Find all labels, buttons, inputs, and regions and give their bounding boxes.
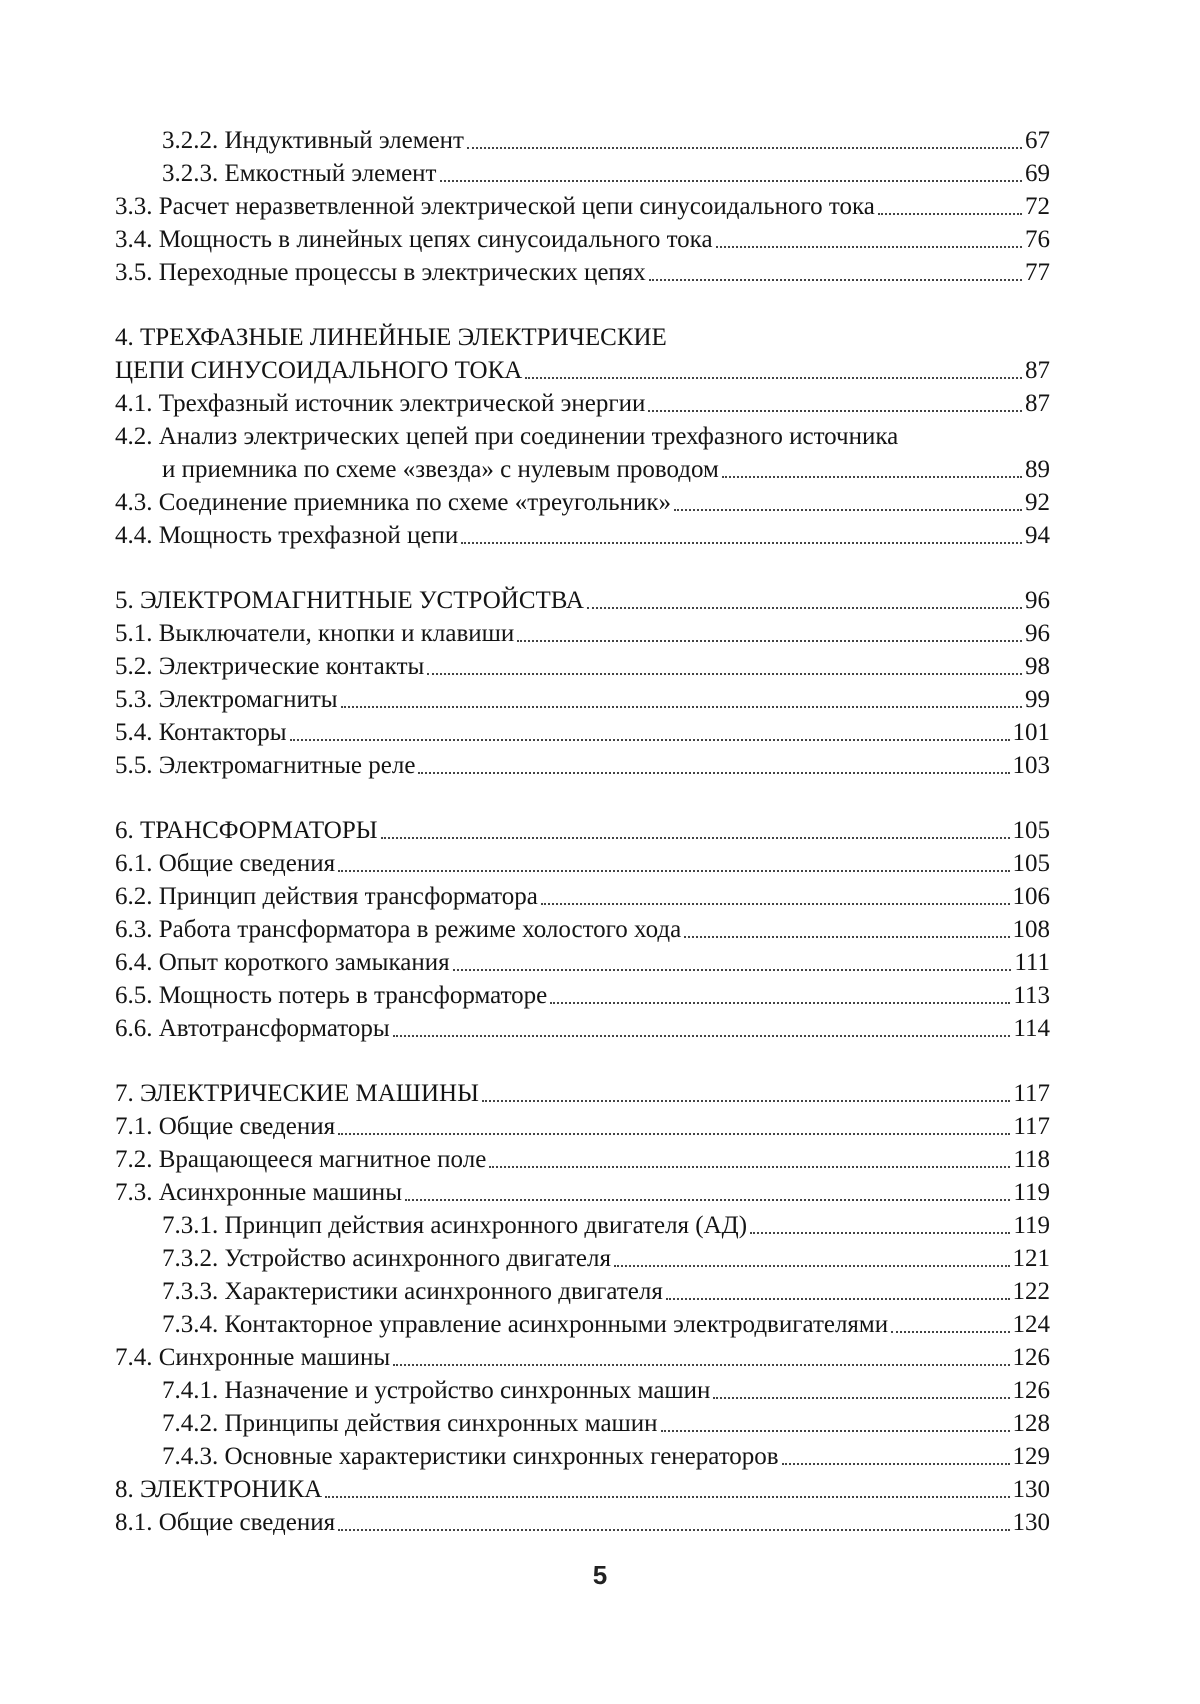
dot-leader — [722, 476, 1022, 478]
toc-entry — [115, 649, 1050, 682]
toc-entry-page: 72 — [1025, 193, 1050, 220]
toc-entry-page: 105 — [1012, 817, 1050, 844]
dot-leader — [782, 1463, 1010, 1465]
toc-chapter-heading — [115, 583, 1050, 616]
toc-entry — [115, 682, 1050, 715]
toc-entry-title: ЦЕПИ СИНУСОИДАЛЬНОГО ТОКА — [115, 357, 523, 384]
toc-entry-page: 103 — [1012, 752, 1050, 779]
toc-entry-title: 4. ТРЕХФАЗНЫЕ ЛИНЕЙНЫЕ ЭЛЕКТРИЧЕСКИЕ — [115, 324, 667, 351]
toc-entry — [115, 1439, 1050, 1472]
dot-leader — [550, 1002, 1010, 1004]
dot-leader — [453, 969, 1012, 971]
toc-entry — [115, 518, 1050, 551]
toc-entry-title: 8. ЭЛЕКТРОНИКА — [115, 1476, 323, 1503]
toc-entry — [115, 1274, 1050, 1307]
dot-leader — [541, 903, 1010, 905]
toc-entry — [115, 1505, 1050, 1538]
toc-entry-title: 7.4. Синхронные машины — [115, 1344, 391, 1371]
toc-entry-page: 87 — [1025, 357, 1050, 384]
toc-entry-title: 7.3.3. Характеристики асинхронного двигателя — [162, 1278, 663, 1305]
toc-entry-title: 6.1. Общие сведения — [115, 850, 336, 877]
toc-entry-title: 5.4. Контакторы — [115, 719, 287, 746]
toc-entry-page: 119 — [1013, 1179, 1050, 1206]
toc-entry — [115, 616, 1050, 649]
dot-leader — [648, 410, 1022, 412]
dot-leader — [325, 1496, 1009, 1498]
dot-leader — [393, 1364, 1009, 1366]
toc-entry-page: 113 — [1013, 982, 1050, 1009]
toc-entry-title: 5.3. Электромагниты — [115, 686, 338, 713]
dot-leader — [393, 1035, 1011, 1037]
dot-leader — [661, 1430, 1010, 1432]
toc-entry — [115, 156, 1050, 189]
toc-entry-page: 96 — [1025, 587, 1050, 614]
dot-leader — [467, 147, 1022, 149]
toc-entry-page: 117 — [1013, 1080, 1050, 1107]
toc-entry-title: 7. ЭЛЕКТРИЧЕСКИЕ МАШИНЫ — [115, 1080, 479, 1107]
toc-entry-page: 129 — [1012, 1443, 1050, 1470]
dot-leader — [338, 1529, 1009, 1531]
toc-entry — [115, 1011, 1050, 1044]
dot-leader — [891, 1331, 1009, 1333]
dot-leader — [427, 673, 1022, 675]
dot-leader — [674, 509, 1022, 511]
toc-entry-page: 119 — [1013, 1212, 1050, 1239]
dot-leader — [489, 1166, 1010, 1168]
toc-entry — [115, 255, 1050, 288]
page-number: 5 — [592, 1560, 608, 1590]
toc-entry-title: 7.3.1. Принцип действия асинхронного двигателя (АД) — [162, 1212, 748, 1239]
toc-entry-page: 130 — [1012, 1509, 1050, 1536]
toc-entry-title: 5.1. Выключатели, кнопки и клавиши — [115, 620, 515, 647]
toc-entry — [115, 1241, 1050, 1274]
dot-leader — [684, 936, 1009, 938]
toc-entry-page: 117 — [1013, 1113, 1050, 1140]
toc-entry — [115, 1109, 1050, 1142]
toc-entry-title: 4.1. Трехфазный источник электрической энергии — [115, 390, 646, 417]
toc-entry-page: 89 — [1025, 456, 1050, 483]
toc-entry-title: 7.3. Асинхронные машины — [115, 1179, 402, 1206]
toc-entry — [115, 945, 1050, 978]
dot-leader — [418, 772, 1009, 774]
section-gap — [115, 1044, 1050, 1076]
toc-entry-title: 7.4.2. Принципы действия синхронных машин — [162, 1410, 658, 1437]
dot-leader — [878, 213, 1022, 215]
toc-entry-page: 96 — [1025, 620, 1050, 647]
toc-entry-title: и приемника по схеме «звезда» с нулевым проводом — [162, 456, 719, 483]
toc-entry — [115, 123, 1050, 156]
toc-entry-page: 118 — [1013, 1146, 1050, 1173]
toc-entry-title: 6.2. Принцип действия трансформатора — [115, 883, 538, 910]
toc-entry-title: 3.5. Переходные процессы в электрических цепях — [115, 259, 646, 286]
toc-entry-title: 6.5. Мощность потерь в трансформаторе — [115, 982, 548, 1009]
toc-entry-page: 99 — [1025, 686, 1050, 713]
toc-entry-title: 7.3.4. Контакторное управление асинхронными электродвигателями — [162, 1311, 889, 1338]
toc-entry — [115, 1208, 1050, 1241]
toc-entry-title: 4.2. Анализ электрических цепей при соединении трехфазного источника — [115, 423, 899, 450]
dot-leader — [461, 542, 1022, 544]
toc-entry-page: 92 — [1025, 489, 1050, 516]
toc-entry — [115, 419, 1050, 452]
toc-chapter-heading — [115, 353, 1050, 386]
toc-entry-continuation — [115, 452, 1050, 485]
toc-entry-title: 7.2. Вращающееся магнитное поле — [115, 1146, 487, 1173]
toc-entry-title: 3.3. Расчет неразветвленной электрической цепи синусоидального тока — [115, 193, 875, 220]
toc-entry-title: 8.1. Общие сведения — [115, 1509, 336, 1536]
toc-entry — [115, 386, 1050, 419]
toc-entry-page: 94 — [1025, 522, 1050, 549]
toc-entry-page: 101 — [1012, 719, 1050, 746]
toc-entry — [115, 1373, 1050, 1406]
toc-chapter-heading — [115, 1076, 1050, 1109]
section-gap — [115, 288, 1050, 320]
toc-entry-title: 5.2. Электрические контакты — [115, 653, 425, 680]
toc-entry — [115, 1175, 1050, 1208]
toc-entry — [115, 1340, 1050, 1373]
toc-entry-page: 126 — [1012, 1377, 1050, 1404]
dot-leader — [381, 837, 1010, 839]
section-gap — [115, 551, 1050, 583]
toc-entry-title: 5.5. Электромагнитные реле — [115, 752, 416, 779]
dot-leader — [587, 607, 1022, 609]
dot-leader — [649, 279, 1022, 281]
toc-entry-page: 111 — [1014, 949, 1050, 976]
dot-leader — [525, 377, 1022, 379]
toc-chapter-heading — [115, 1472, 1050, 1505]
toc-entry — [115, 485, 1050, 518]
toc-entry-page: 128 — [1012, 1410, 1050, 1437]
toc-entry — [115, 1142, 1050, 1175]
dot-leader — [338, 870, 1009, 872]
toc-entry — [115, 715, 1050, 748]
toc-entry-page: 87 — [1025, 390, 1050, 417]
toc-entry-page: 126 — [1012, 1344, 1050, 1371]
toc-entry-page: 98 — [1025, 653, 1050, 680]
toc-entry — [115, 978, 1050, 1011]
toc-entry-page: 77 — [1025, 259, 1050, 286]
toc-chapter-heading — [115, 813, 1050, 846]
dot-leader — [517, 640, 1022, 642]
toc-entry — [115, 189, 1050, 222]
dot-leader — [716, 246, 1022, 248]
dot-leader — [482, 1100, 1011, 1102]
toc-entry — [115, 1307, 1050, 1340]
toc-entry-page: 122 — [1012, 1278, 1050, 1305]
toc-entry-page: 106 — [1012, 883, 1050, 910]
dot-leader — [666, 1298, 1010, 1300]
toc-entry-title: 6.3. Работа трансформатора в режиме холостого хода — [115, 916, 682, 943]
toc-entry-title: 3.2.3. Емкостный элемент — [162, 160, 437, 187]
toc-entry-title: 7.1. Общие сведения — [115, 1113, 336, 1140]
toc-entry-title: 6.6. Автотрансформаторы — [115, 1015, 390, 1042]
dot-leader — [290, 739, 1010, 741]
toc-entry-page: 67 — [1025, 127, 1050, 154]
toc-entry — [115, 846, 1050, 879]
dot-leader — [614, 1265, 1010, 1267]
dot-leader — [440, 180, 1023, 182]
toc-entry-page: 114 — [1013, 1015, 1050, 1042]
dot-leader — [405, 1199, 1010, 1201]
dot-leader — [341, 706, 1022, 708]
toc-entry-title: 7.3.2. Устройство асинхронного двигателя — [162, 1245, 611, 1272]
toc-entry-page: 124 — [1012, 1311, 1050, 1338]
toc-entry-title: 6.4. Опыт короткого замыкания — [115, 949, 450, 976]
toc-entry-title: 7.4.1. Назначение и устройство синхронных машин — [162, 1377, 711, 1404]
dot-leader — [338, 1133, 1010, 1135]
toc-entry-page: 69 — [1025, 160, 1050, 187]
toc-entry-title: 4.3. Соединение приемника по схеме «треугольник» — [115, 489, 672, 516]
toc-entry-title: 4.4. Мощность трехфазной цепи — [115, 522, 459, 549]
toc-entry — [115, 879, 1050, 912]
toc-entry-page: 76 — [1025, 226, 1050, 253]
toc-entry-page: 105 — [1012, 850, 1050, 877]
toc-entry-title: 6. ТРАНСФОРМАТОРЫ — [115, 817, 378, 844]
toc-entry-page: 108 — [1012, 916, 1050, 943]
toc-entry — [115, 222, 1050, 255]
toc-entry-title: 3.4. Мощность в линейных цепях синусоидального тока — [115, 226, 713, 253]
section-gap — [115, 781, 1050, 813]
toc-entry-title: 3.2.2. Индуктивный элемент — [162, 127, 464, 154]
table-of-contents — [115, 123, 1050, 1538]
toc-entry-page: 121 — [1012, 1245, 1050, 1272]
dot-leader — [750, 1232, 1010, 1234]
toc-chapter-heading — [115, 320, 1050, 353]
toc-entry-title: 5. ЭЛЕКТРОМАГНИТНЫЕ УСТРОЙСТВА — [115, 587, 584, 614]
toc-entry-page: 130 — [1012, 1476, 1050, 1503]
dot-leader — [713, 1397, 1009, 1399]
toc-entry — [115, 912, 1050, 945]
toc-entry — [115, 748, 1050, 781]
toc-entry-title: 7.4.3. Основные характеристики синхронных генераторов — [162, 1443, 779, 1470]
toc-entry — [115, 1406, 1050, 1439]
